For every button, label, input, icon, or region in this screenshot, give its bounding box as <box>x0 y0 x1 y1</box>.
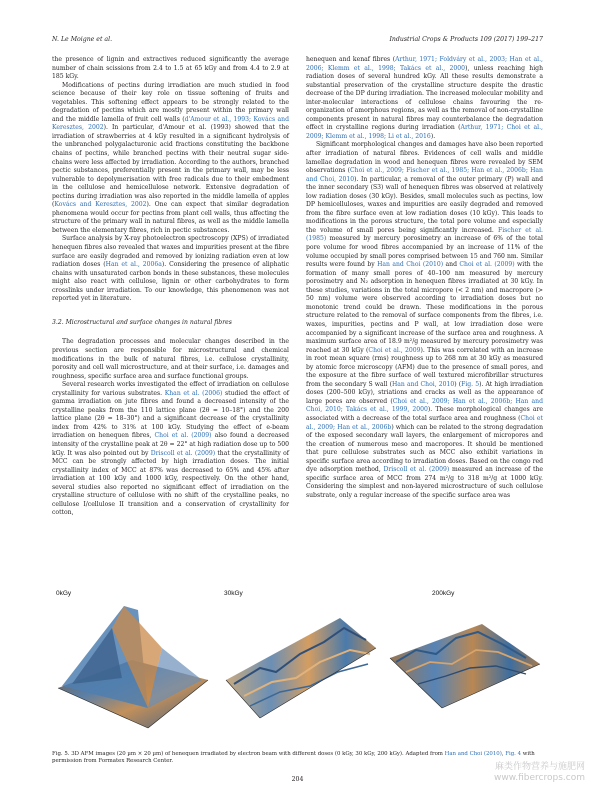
citation-link[interactable]: Kovács and Keresztes, 2002 <box>54 201 147 209</box>
citation-link[interactable]: Fischer et al. (1985) <box>306 226 543 243</box>
citation-link[interactable]: d'Amour et al., 1993; Kovács and Keresztes, 2002 <box>52 115 289 132</box>
running-header-journal: Industrial Crops & Products 109 (2017) 199–217 <box>389 36 543 43</box>
running-header-authors: N. Le Moigne et al. <box>52 36 113 43</box>
watermark <box>494 762 585 784</box>
afm-panel-30kgy <box>220 588 380 738</box>
citation-link[interactable]: Driscoll et al. (2009) <box>383 466 450 474</box>
figure-link[interactable]: Fig. 5 <box>461 380 480 388</box>
panel-label: 200kGy <box>432 590 455 597</box>
citation-link[interactable]: Choi et al., 2009; Han et al., 2006b <box>306 414 543 431</box>
citation-link[interactable]: Choi et al., 2009; Fischer et al., 1985; Han et al., 2006b; Han and Choi, 2010 <box>306 167 543 183</box>
citation-link[interactable]: Arthur, 1971; Choi et al., 2009; Klemm et al., 1998; Li et al., 2016 <box>306 124 543 140</box>
citation-link[interactable]: Choi et al., 2009 <box>368 346 421 354</box>
citation-link[interactable]: Han and Choi, 2010 <box>391 380 455 388</box>
afm-surface-image <box>386 588 543 738</box>
citation-link[interactable]: Han and Choi (2010) <box>444 751 502 757</box>
paragraph: The degradation processes and molecular changes described in the previous section are responsible for microstructural and chemical modifications in the bulk of natural fibres, i.e. cellulose crystallinity, porosity and cell wall microstructure, and at their surface, i.e. damages and roughness, specific surface area and surface functional groups. <box>52 338 289 380</box>
paragraph: Modifications of pectins during irradiation are much studied in food science because of their key role on tissue softening of fruits and vegetables. This softening effect appears to be strongly related to the degradation of pectins which are mostly present within the primary wall and the middle lamella of fruit cell walls (d'Amour et al., 1993; Kovács and Keresztes, 2002). In particular, d'Amour et al. (1993) showed that the irradiation of strawberries at 4 kGy resulted in a significant hydrolysis of the unbranched polygalacturonic acid fractions constituting the backbone chains of pectins, while branched pectins with their neutral sugar side-chains were less affected by irradiation. According to the authors, branched pectic substances, preferentially present in the primary wall, may be less vulnerable to depolymerisation with free radicals due to their embedment in the cellulose and hemicellulose network. Extensive degradation of pectins during irradiation was also reported in the middle lamella of apples (Kovács and Keresztes, 2002). One can expect that similar degradation phenomena would occur for pectins from plant cell walls, thus affecting the structure of the primary wall in natural fibres, as well as the middle lamella between the elementary fibres, rich in pectic substances. <box>52 81 289 234</box>
watermark-text: 麻类作物营养与施肥网 <box>494 762 585 772</box>
page-number: 204 <box>291 776 304 783</box>
citation-link[interactable]: Han et al., 2006a <box>105 261 162 269</box>
paragraph: the presence of lignin and extractives reduced significantly the average number of chain scissions from 2.4 to 1.5 at 65 kGy and from 4.4 to 2.9 at 185 kGy. <box>52 56 289 81</box>
panel-label: 0kGy <box>56 590 72 597</box>
afm-figure <box>52 588 543 748</box>
paragraph: Several research works investigated the effect of irradiation on cellulose crystallinity for various substrates. Khan et al. (2006) studied the effect of gamma irradiation on jute fibres and found a decreased intensity of the crystalline peaks from the 110 lattice plane (2θ = 10–18°) and the 200 lattice plane (2θ = 18–30°) and a significant decrease of the crystallinity index from 42% to 31% at 100 kGy. Studying the effect of e-beam irradiation on henequen fibres, Choi et al. (2009) also found a decreased intensity of the crystalline peak at 2θ = 22° at high radiation dose up to 500 kGy. It was also pointed out by Driscoll et al. (2009) that the crystallinity of MCC can be strongly affected by high irradiation doses. The initial crystallinity index of MCC at 87% was decreased to 65% and 45% after irradiation at 100 kGy and 1000 kGy, respectively. On the other hand, several studies also reported no significant effect of irradiation on the crystalline structure of cellulose with no shift of the crystalline peaks, no cellulose I/cellulose II transition and a conservation of crystallinity for cotton, <box>52 381 289 517</box>
citation-link[interactable]: Choi et al. (2009) <box>459 261 515 269</box>
citation-link[interactable]: Han and Choi (2010) <box>377 261 444 269</box>
right-column <box>306 56 543 500</box>
paragraph: henequen and kenaf fibres (Arthur, 1971; Foldváry et al., 2003; Han et al., 2006; Klemm et al., 1998; Takács et al., 2000), unless reaching high radiation doses of several hundred kGy. All these results demonstrate a substantial preservation of the crystalline structure despite the drastic decrease of the DP during irradiation. The increased molecular mobility and inter-molecular interactions of cellulose chains favouring the re-organization of amorphous regions, as well as the removal of non-crystalline components present in natural fibres may counterbalance the degradation effect in crystalline regions during irradiation (Arthur, 1971; Choi et al., 2009; Klemm et al., 1998; Li et al., 2016). <box>306 56 543 140</box>
citation-link[interactable]: Driscoll et al. (2009) <box>150 449 216 457</box>
citation-link[interactable]: Arthur, 1971; Foldváry et al., 2003; Han et al., 2006; Klemm et al., 1998; Takács et al., 2000 <box>306 56 543 72</box>
citation-link[interactable]: Choi et al. (2009) <box>154 432 212 440</box>
figure-link[interactable]: Fig. 4 <box>505 751 522 757</box>
afm-surface-image <box>52 588 212 738</box>
citation-link[interactable]: Choi et al., 2009; Han et al., 2006b; Han and Choi, 2010; Takács et al., 1999, 2000 <box>306 397 543 414</box>
citation-link[interactable]: Khan et al. (2006) <box>164 389 223 397</box>
panel-label: 30kGy <box>224 590 243 597</box>
afm-panel-200kgy <box>386 588 543 738</box>
left-column <box>52 56 289 518</box>
figure-caption: Fig. 5. 3D AFM images (20 µm × 20 µm) of henequen irradiated by electron beam with different doses (0 kGy, 30 kGy, 200 kGy). Adapted from Han and Choi (2010), Fig. 4 with permission from Formatex Research Center. <box>52 751 535 765</box>
paragraph: Significant morphological changes and damages have also been reported after irradiation of natural fibres. Evidences of cell walls and middle lamellae degradation in wood and henequen fibres were revealed by SEM observations (Choi et al., 2009; Fischer et al., 1985; Han et al., 2006b; Han and Choi, 2010). In particular, a removal of the outer primary (P) wall and the inner secondary (S3) wall of henequen fibres was observed at relatively low radiation doses (30 kGy). Besides, small molecules such as pectins, low DP hemicelluloses, waxes and impurities are easily degraded and removed from the fibre surface even at low radiation doses (10 kGy). This leads to modifications in the porous structure, the total pore volume and especially the volume of small pores being significantly increased. Fischer et al. (1985) measured by mercury porosimetry an increase of 6% of the total pore volume for wood fibres accompanied by an increase of 11% of the volume occupied by small pores comprised between 15 and 760 nm. Similar results were found by Han and Choi (2010) and Choi et al. (2009) with the formation of many small pores of 40–100 nm measured by mercury porosimetry and N₂ adsorption in henequen fibres irradiated at 30 kGy. In these studies, variations in the total micropore (< 2 nm) and macropore (> 50 nm) volume were observed according to irradiation doses but no monotonic trend could be drawn. These modifications in the porous structure related to the removal of surface components from the fibres, i.e. waxes, impurities, pectins and P wall, at low irradiation dose were accompanied by a significant increase of the surface area and roughness. A maximum surface area of 18.9 m²/g measured by mercury porosimetry was reached at 30 kGy (Choi et al., 2009). This was correlated with an increase in root mean square (rms) roughness up to 268 nm at 30 kGy as measured by atomic force microscopy (AFM) due to the presence of small pores, and the exposure at the fibre surface of well textured microfibrillar structures from the secondary S wall (Han and Choi, 2010) (Fig. 5). At high irradiation doses (200–500 kGy), striations and cracks as well as the appearance of large pores are observed (Choi et al., 2009; Han et al., 2006b; Han and Choi, 2010; Takács et al., 1999, 2000). These morphological changes are associated with a decrease of the total surface area and roughness (Choi et al., 2009; Han et al., 2006b) which can be related to the strong degradation of the exposed secondary wall layers, the enlargement of micropores and the creation of numerous meso and macropores. It should be mentioned that pure cellulose substrates such as MCC also exhibit variations in specific surface area according to irradiation doses. Based on the congo red dye adsorption method, Driscoll et al. (2009) measured an increase of the specific surface area of MCC from 274 m²/g to 318 m²/g at 1000 kGy. Considering the simplest and non-layered microstructure of such cellulose substrate, only a regular increase of the specific surface area was <box>306 141 544 499</box>
paragraph: Surface analysis by X-ray photoelectron spectroscopy (XPS) of irradiated henequen fibres also revealed that waxes and impurities present at the fibre surface are easily degraded and removed by ionizing radiation even at low radiation doses (Han et al., 2006a). Considering the presence of aliphatic chains with unsaturated carbon bonds in these substances, these molecules might also react with cellulose, lignin or other carbohydrates to form crosslinks under irradiation. To our knowledge, this phenomenon was not reported yet in literature. <box>52 235 290 303</box>
afm-surface-image <box>220 588 380 738</box>
afm-panel-0kgy <box>52 588 212 738</box>
section-heading: 3.2. Microstructural and surface changes in natural fibres <box>52 318 232 326</box>
watermark-url: www.fibercrops.com <box>494 773 585 783</box>
